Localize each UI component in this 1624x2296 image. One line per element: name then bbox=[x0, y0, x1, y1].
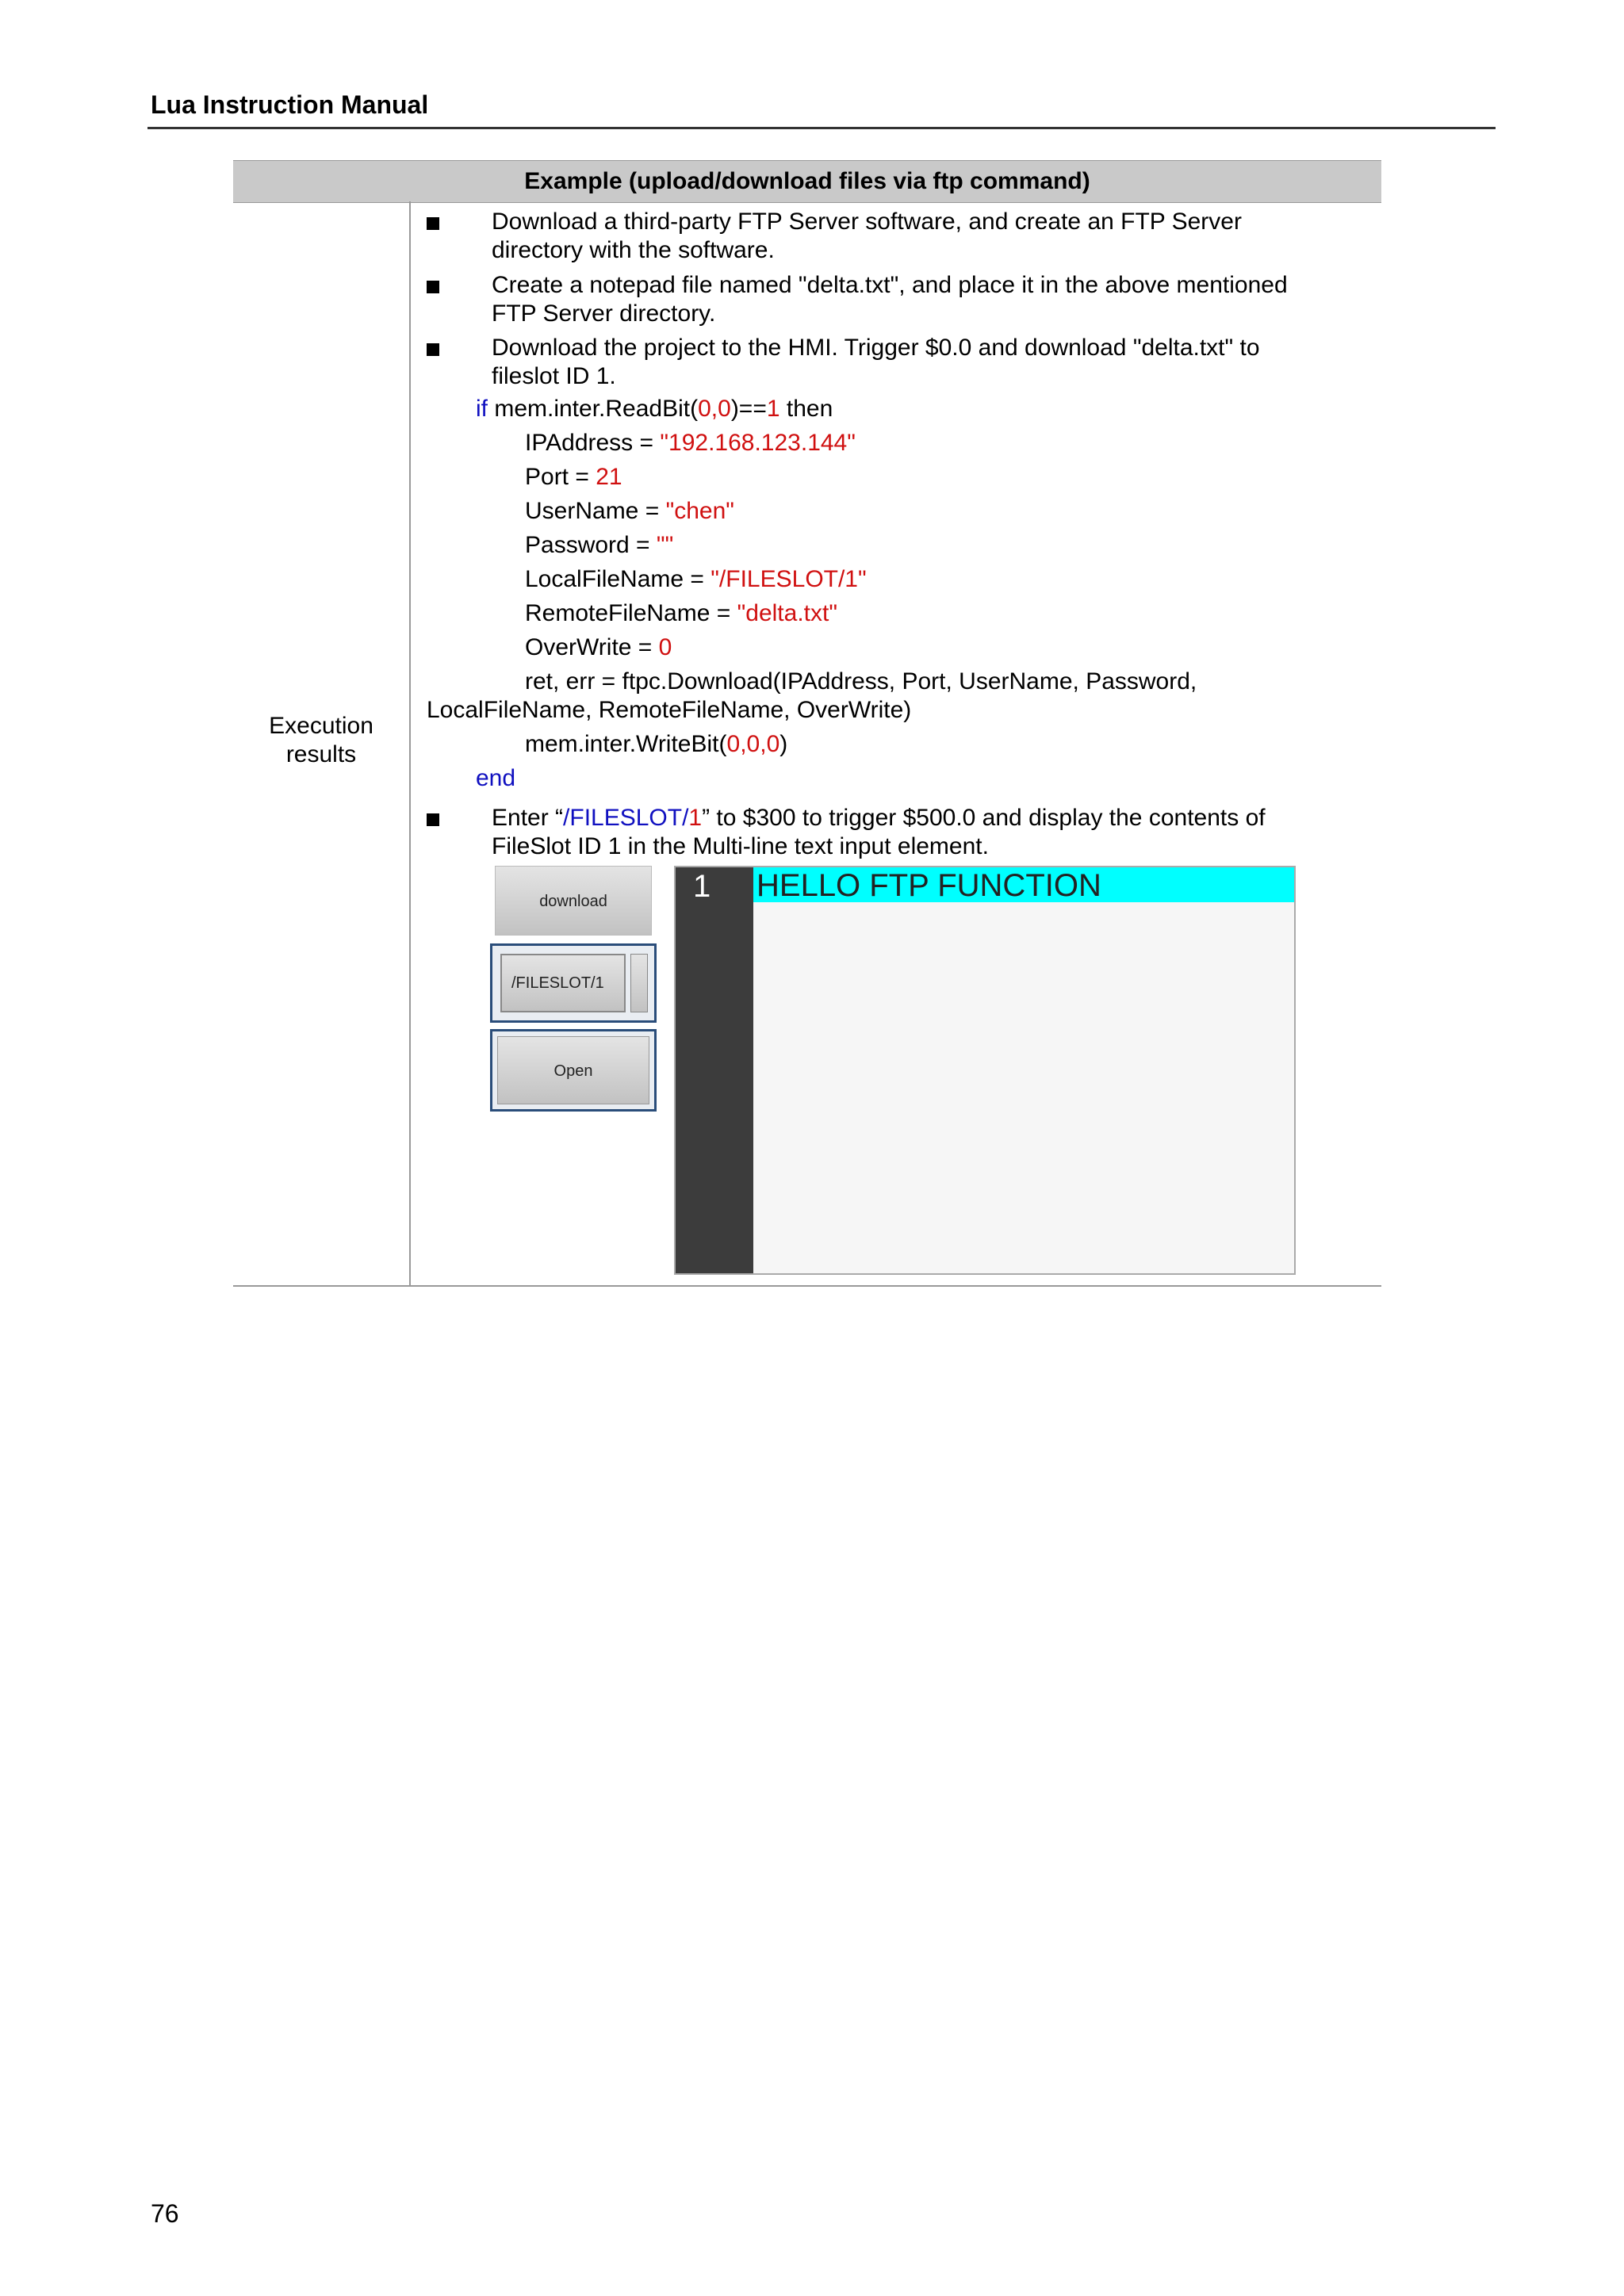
bullet-square-icon bbox=[427, 281, 439, 293]
code-line-password: Password = "" bbox=[525, 532, 674, 558]
code-line-writebit: mem.inter.WriteBit(0,0,0) bbox=[525, 731, 788, 757]
bullet-line: Create a notepad file named "delta.txt", and place it in the above mentioned bbox=[492, 272, 1288, 298]
code-line-if: if mem.inter.ReadBit(0,0)==1 then bbox=[476, 396, 833, 422]
fileslot-path-field[interactable] bbox=[490, 943, 657, 1023]
bullet-square-icon bbox=[427, 343, 439, 356]
line-number-gutter bbox=[676, 867, 753, 1273]
bullet-line: Enter “/FILESLOT/1” to $300 to trigger $500.0 and display the contents of bbox=[492, 805, 1266, 831]
multiline-text-input[interactable] bbox=[674, 866, 1296, 1275]
keyword-if: if bbox=[476, 396, 488, 422]
bullet-square-icon bbox=[427, 217, 439, 230]
column-divider bbox=[409, 201, 411, 1286]
code-line-port: Port = 21 bbox=[525, 464, 622, 490]
code-line-download-call: ret, err = ftpc.Download(IPAddress, Port, UserName, Password, bbox=[525, 668, 1197, 695]
bullet-square-icon bbox=[427, 813, 439, 826]
open-button-label: Open bbox=[553, 1062, 593, 1080]
code-line-ipaddress: IPAddress = "192.168.123.144" bbox=[525, 430, 856, 456]
download-button-label: download bbox=[539, 893, 607, 910]
page-number: 76 bbox=[151, 2199, 179, 2228]
bullet-line: FileSlot ID 1 in the Multi-line text input element. bbox=[492, 833, 989, 859]
scroll-handle[interactable] bbox=[630, 954, 648, 1012]
bullet-line: directory with the software. bbox=[492, 237, 775, 263]
line-number: 1 bbox=[693, 869, 711, 904]
code-line-username: UserName = "chen" bbox=[525, 498, 734, 524]
code-line-remotefilename: RemoteFileName = "delta.txt" bbox=[525, 600, 837, 626]
code-line-download-args: LocalFileName, RemoteFileName, OverWrite) bbox=[427, 697, 912, 723]
row-label: Execution results bbox=[269, 713, 373, 767]
path-input[interactable] bbox=[500, 954, 626, 1012]
document-title: Lua Instruction Manual bbox=[151, 90, 429, 119]
open-button-frame bbox=[490, 1029, 657, 1112]
path-input-value: /FILESLOT/1 bbox=[511, 974, 604, 992]
text-line-selected: HELLO FTP FUNCTION bbox=[753, 867, 1294, 902]
download-button[interactable] bbox=[495, 866, 652, 936]
bullet-line: Download the project to the HMI. Trigger $0.0 and download "delta.txt" to bbox=[492, 335, 1260, 361]
table-heading: Example (upload/download files via ftp command) bbox=[233, 160, 1381, 203]
bullet-line: fileslot ID 1. bbox=[492, 363, 616, 389]
bullet-line: FTP Server directory. bbox=[492, 300, 716, 327]
code-line-end bbox=[476, 764, 515, 793]
title-rule bbox=[147, 127, 1496, 129]
code-line-localfilename: LocalFileName = "/FILESLOT/1" bbox=[525, 566, 867, 592]
bullet-line: Download a third-party FTP Server software, and create an FTP Server bbox=[492, 209, 1242, 235]
keyword-end: end bbox=[476, 765, 516, 791]
code-line-overwrite: OverWrite = 0 bbox=[525, 634, 672, 660]
open-button[interactable] bbox=[497, 1036, 649, 1104]
